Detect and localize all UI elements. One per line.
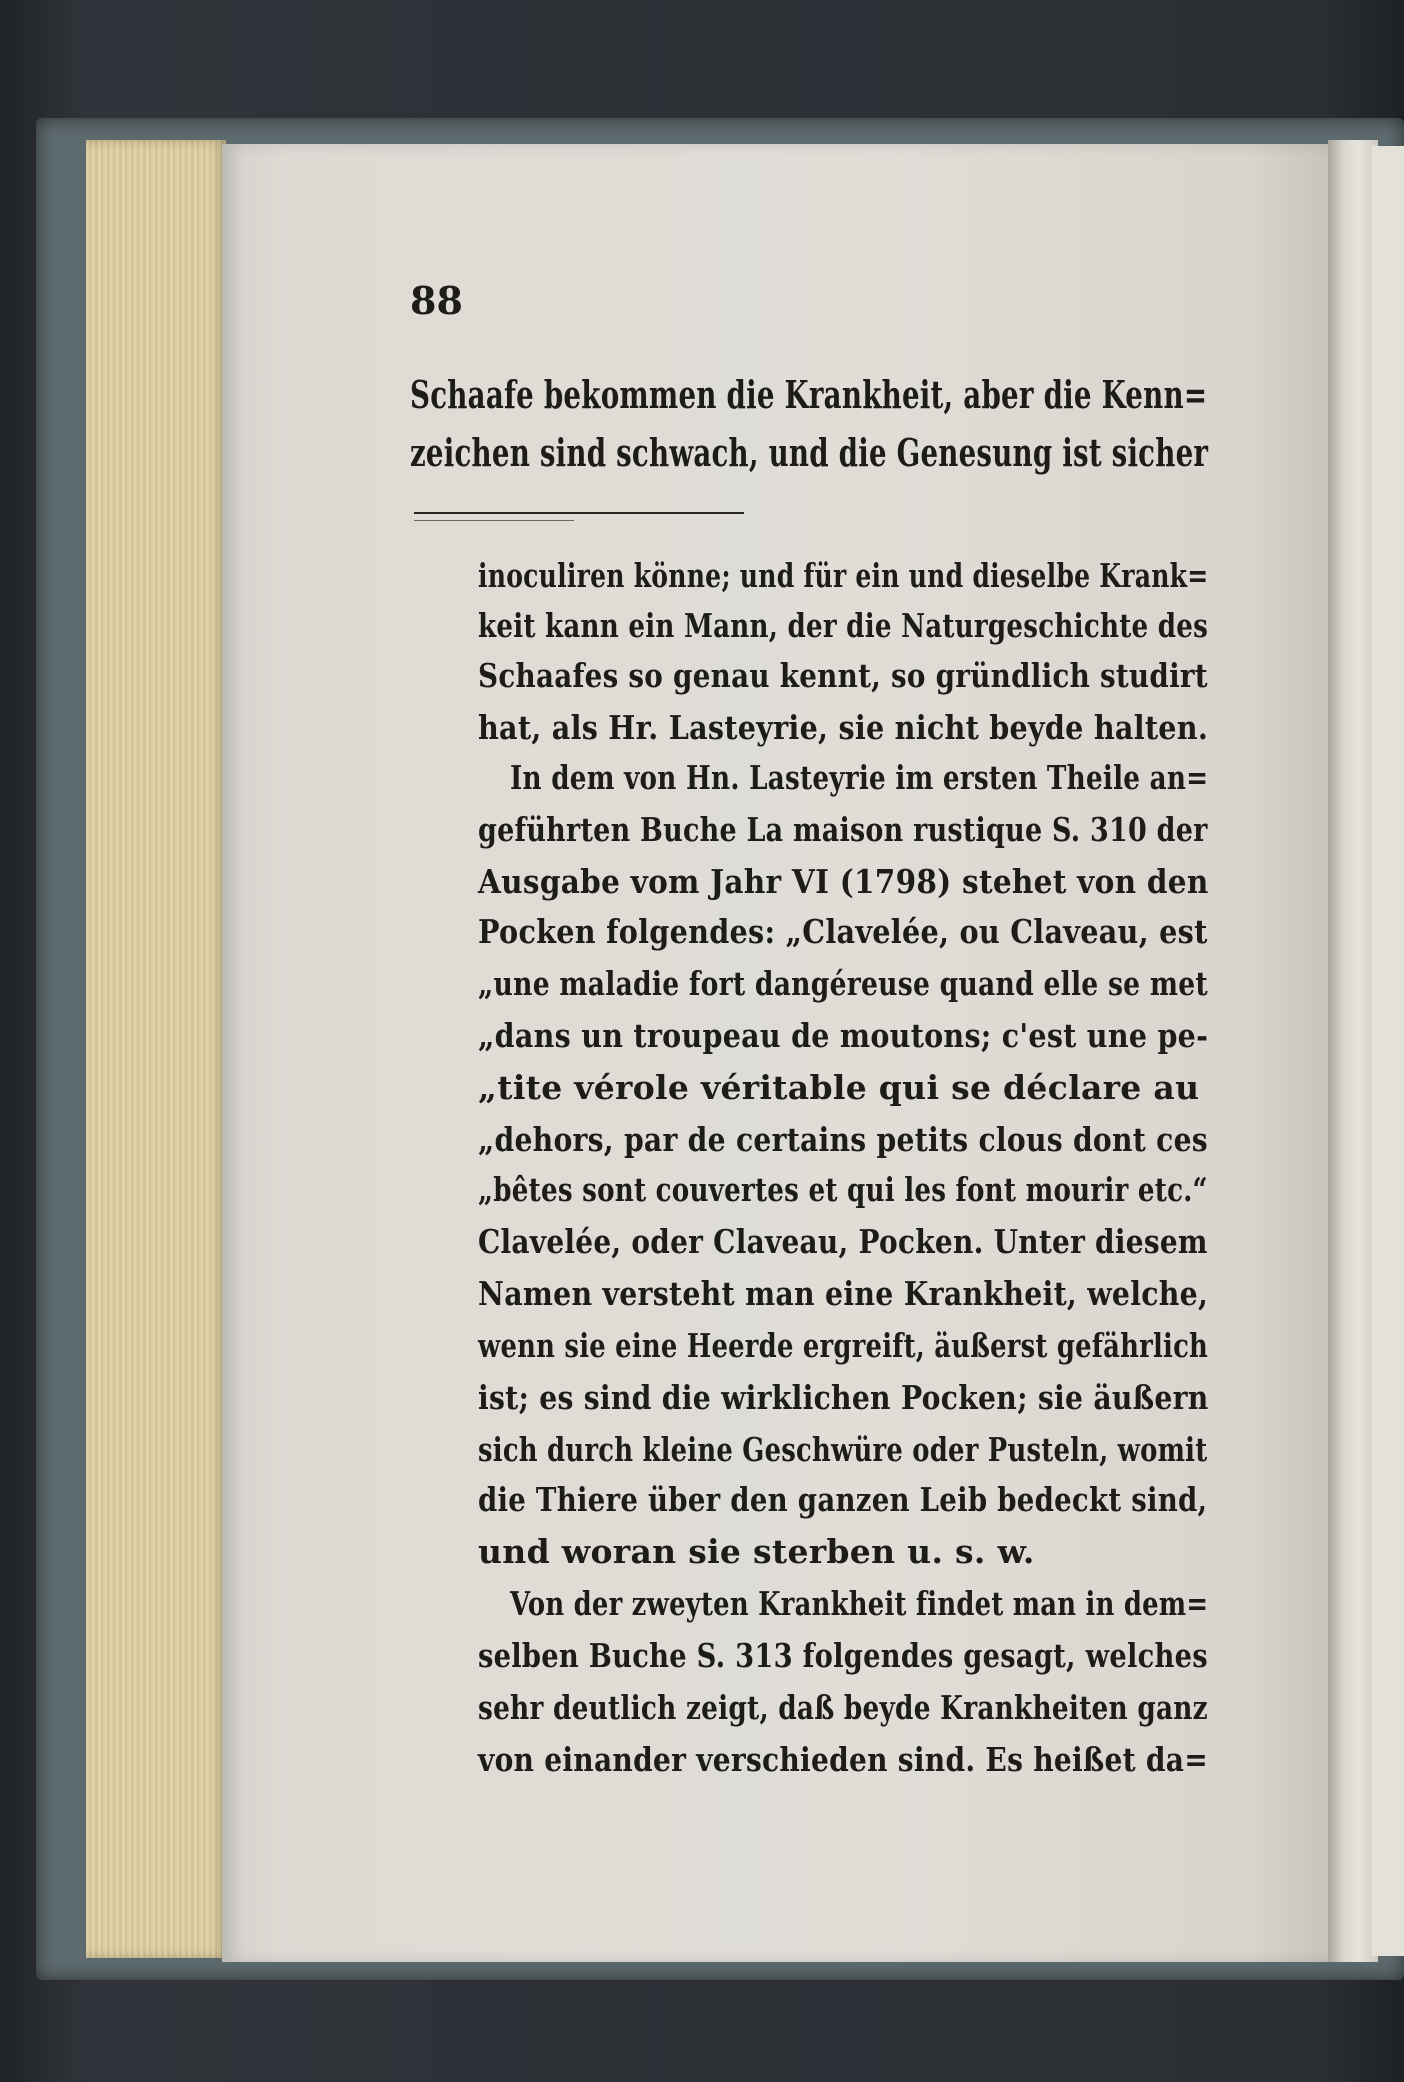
footnote-line: geführten Buche La maison rustique S. 310 der	[478, 810, 1208, 849]
header-line-2: zeichen sind schwach, und die Genesung ist sicher	[410, 430, 1209, 475]
footnote-line: Ausgabe vom Jahr VI (1798) stehet von den	[478, 862, 1209, 901]
footnote-line: Clavelée, oder Claveau, Pocken. Unter diesem	[478, 1222, 1208, 1261]
footnote-rule-shadow	[414, 520, 574, 521]
footnote-line: und woran sie sterben u. s. w.	[478, 1532, 1035, 1571]
footnote-line: selben Buche S. 313 folgendes gesagt, welches	[478, 1636, 1208, 1675]
footnote-line: Schaafes so genau kennt, so gründlich studirt	[478, 656, 1208, 695]
footnote-line: In dem von Hn. Lasteyrie im ersten Theile an=	[510, 758, 1209, 797]
footnote-line: wenn sie eine Heerde ergreift, äußerst gefährlich	[478, 1326, 1209, 1365]
footnote-line: „dehors, par de certains petits clous dont ces	[478, 1120, 1208, 1159]
footnote-line: „une maladie fort dangéreuse quand elle se met	[478, 964, 1208, 1003]
footnote-line: Von der zweyten Krankheit findet man in dem=	[510, 1584, 1209, 1623]
footnote-line: inoculiren könne; und für ein und dieselbe Krank=	[478, 556, 1209, 595]
header-line-1: Schaafe bekommen die Krankheit, aber die Kenn=	[410, 372, 1208, 417]
footnote-line: die Thiere über den ganzen Leib bedeckt sind,	[478, 1480, 1208, 1519]
page-number: 88	[410, 278, 463, 323]
page-edges	[86, 140, 226, 1958]
footnote-line: „dans un troupeau de moutons; c'est une pe-	[478, 1016, 1209, 1055]
footnote-line: Namen versteht man eine Krankheit, welche,	[478, 1274, 1209, 1313]
footnote-line: sehr deutlich zeigt, daß beyde Krankheiten ganz	[478, 1688, 1208, 1727]
footnote-line: Pocken folgendes: „Clavelée, ou Claveau, est	[478, 912, 1208, 951]
footnote-line: „bêtes sont couvertes et qui les font mourir etc.“	[478, 1170, 1208, 1209]
footnote-line: von einander verschieden sind. Es heißet da=	[478, 1740, 1209, 1779]
footnote-line: sich durch kleine Geschwüre oder Pusteln, womit	[478, 1430, 1208, 1469]
book-gutter	[1328, 140, 1378, 1962]
footnote-line: „tite vérole véritable qui se déclare au	[478, 1068, 1200, 1107]
facing-page-edge	[1372, 146, 1404, 1956]
footnote-rule	[414, 512, 744, 514]
footnote-line: keit kann ein Mann, der die Naturgeschichte des	[478, 606, 1209, 645]
footnote-line: hat, als Hr. Lasteyrie, sie nicht beyde halten.	[478, 708, 1209, 747]
footnote-line: ist; es sind die wirklichen Pocken; sie äußern	[478, 1378, 1209, 1417]
